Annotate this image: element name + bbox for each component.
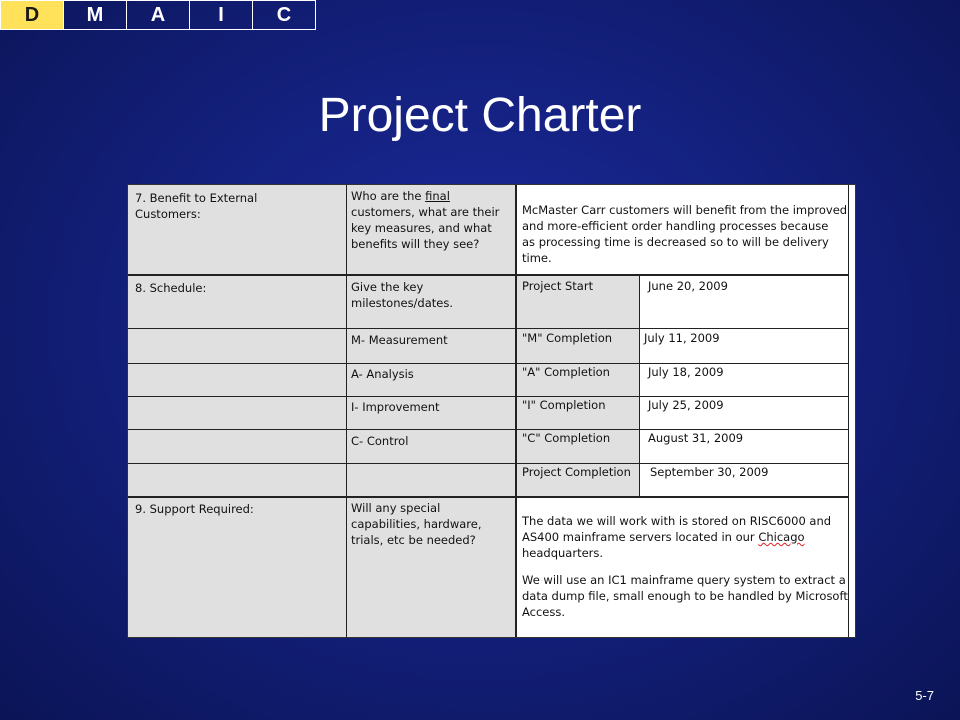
grid-line bbox=[128, 396, 849, 397]
label-column-shade bbox=[128, 185, 346, 637]
project-charter-table bbox=[127, 184, 856, 638]
milestone-date: September 30, 2009 bbox=[650, 465, 769, 479]
phase-m[interactable]: M bbox=[63, 0, 127, 30]
phase-analysis: A- Analysis bbox=[351, 367, 414, 381]
section-9-question: Will any special capabilities, hardware, trials, etc be needed? bbox=[351, 501, 482, 547]
section-9-answer-continued: We will use an IC1 mainframe query system to extract a data dump file, small enough to be handled by Microsoft Access. bbox=[522, 573, 848, 619]
milestone-name: "M" Completion bbox=[522, 331, 613, 345]
dmaic-phase-bar bbox=[0, 0, 315, 30]
phase-control: C- Control bbox=[351, 434, 409, 448]
grid-line bbox=[848, 185, 849, 637]
phase-improvement: I- Improvement bbox=[351, 400, 440, 414]
section-7-answer: McMaster Carr customers will benefit from the improved and more-efficient order handling processes because as processing time is decreased so to will be delivery time. bbox=[522, 203, 848, 265]
section-8-label: 8. Schedule: bbox=[135, 281, 207, 295]
slide-number: 5-7 bbox=[915, 688, 934, 703]
milestone-date: August 31, 2009 bbox=[648, 431, 744, 445]
section-7-question: Who are the final customers, what are their key measures, and what benefits will they see? bbox=[351, 189, 500, 251]
milestone-date: July 25, 2009 bbox=[648, 398, 724, 412]
grid-line bbox=[515, 185, 517, 637]
phase-measurement: M- Measurement bbox=[351, 333, 448, 347]
milestone-name: "A" Completion bbox=[522, 365, 610, 379]
section-9-answer: The data we will work with is stored on RISC6000 and AS400 mainframe servers located in our Chicago headquarters. bbox=[522, 514, 832, 560]
grid-line bbox=[128, 274, 849, 276]
section-7-label: 7. Benefit to External Customers: bbox=[135, 191, 258, 221]
milestone-name: "I" Completion bbox=[522, 398, 606, 412]
milestone-name: Project Start bbox=[522, 279, 594, 293]
phase-i[interactable]: I bbox=[189, 0, 253, 30]
section-9-label: 9. Support Required: bbox=[135, 502, 254, 516]
phase-a[interactable]: A bbox=[126, 0, 190, 30]
slide-title: Project Charter bbox=[318, 89, 642, 142]
milestone-name: Project Completion bbox=[522, 465, 631, 479]
phase-c[interactable]: C bbox=[252, 0, 316, 30]
grid-line bbox=[128, 363, 849, 364]
milestone-name: "C" Completion bbox=[522, 431, 611, 445]
grid-line bbox=[128, 328, 849, 329]
grid-line bbox=[346, 185, 347, 637]
milestone-date: June 20, 2009 bbox=[648, 279, 728, 293]
phase-d[interactable]: D bbox=[0, 0, 64, 30]
milestone-date: July 18, 2009 bbox=[648, 365, 724, 379]
section-8-intro: Give the key milestones/dates. bbox=[351, 280, 454, 310]
grid-line bbox=[128, 496, 849, 498]
milestone-date: July 11, 2009 bbox=[644, 331, 720, 345]
